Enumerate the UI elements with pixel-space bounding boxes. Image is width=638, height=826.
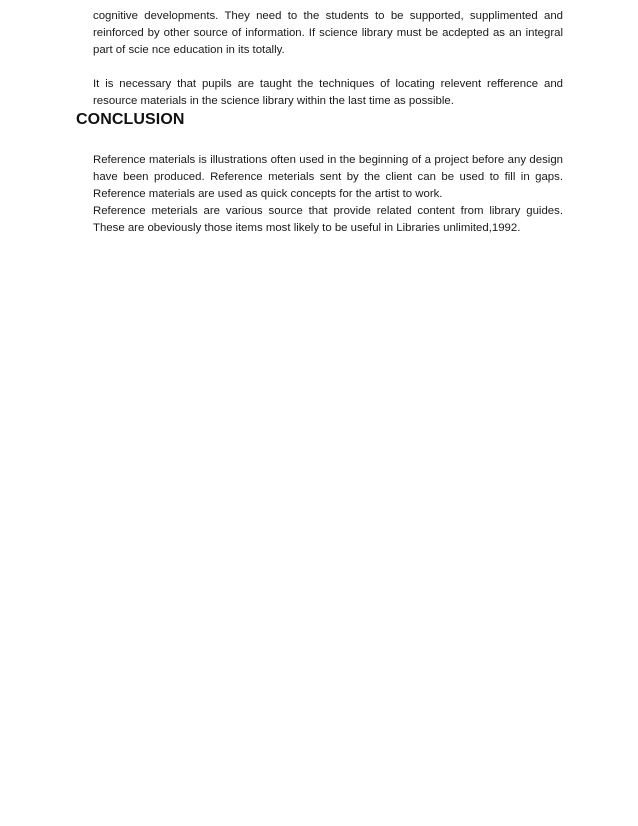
paragraph: Reference meterials are various source that provide related content from library guides. These are obeviously those items most likely to be useful in Libraries unlimited,1992. — [93, 205, 563, 234]
paragraph: Reference materials is illustrations often used in the beginning of a project before any design have been produced. Reference meterials sent by the client can be used to fill in gaps. Reference materials are used as quick concepts for the artist to work. — [93, 154, 563, 200]
paragraph: It is necessary that pupils are taught the techniques of locating relevent refference and resource materials in the science library within the last time as possible. — [93, 78, 563, 107]
section-heading-conclusion: CONCLUSION — [76, 111, 185, 128]
paragraph: cognitive developments. They need to the students to be supported, supplimented and reinforced by other source of information. If science library must be acdepted as an integral part of scie nce education in its totally. — [93, 10, 563, 56]
